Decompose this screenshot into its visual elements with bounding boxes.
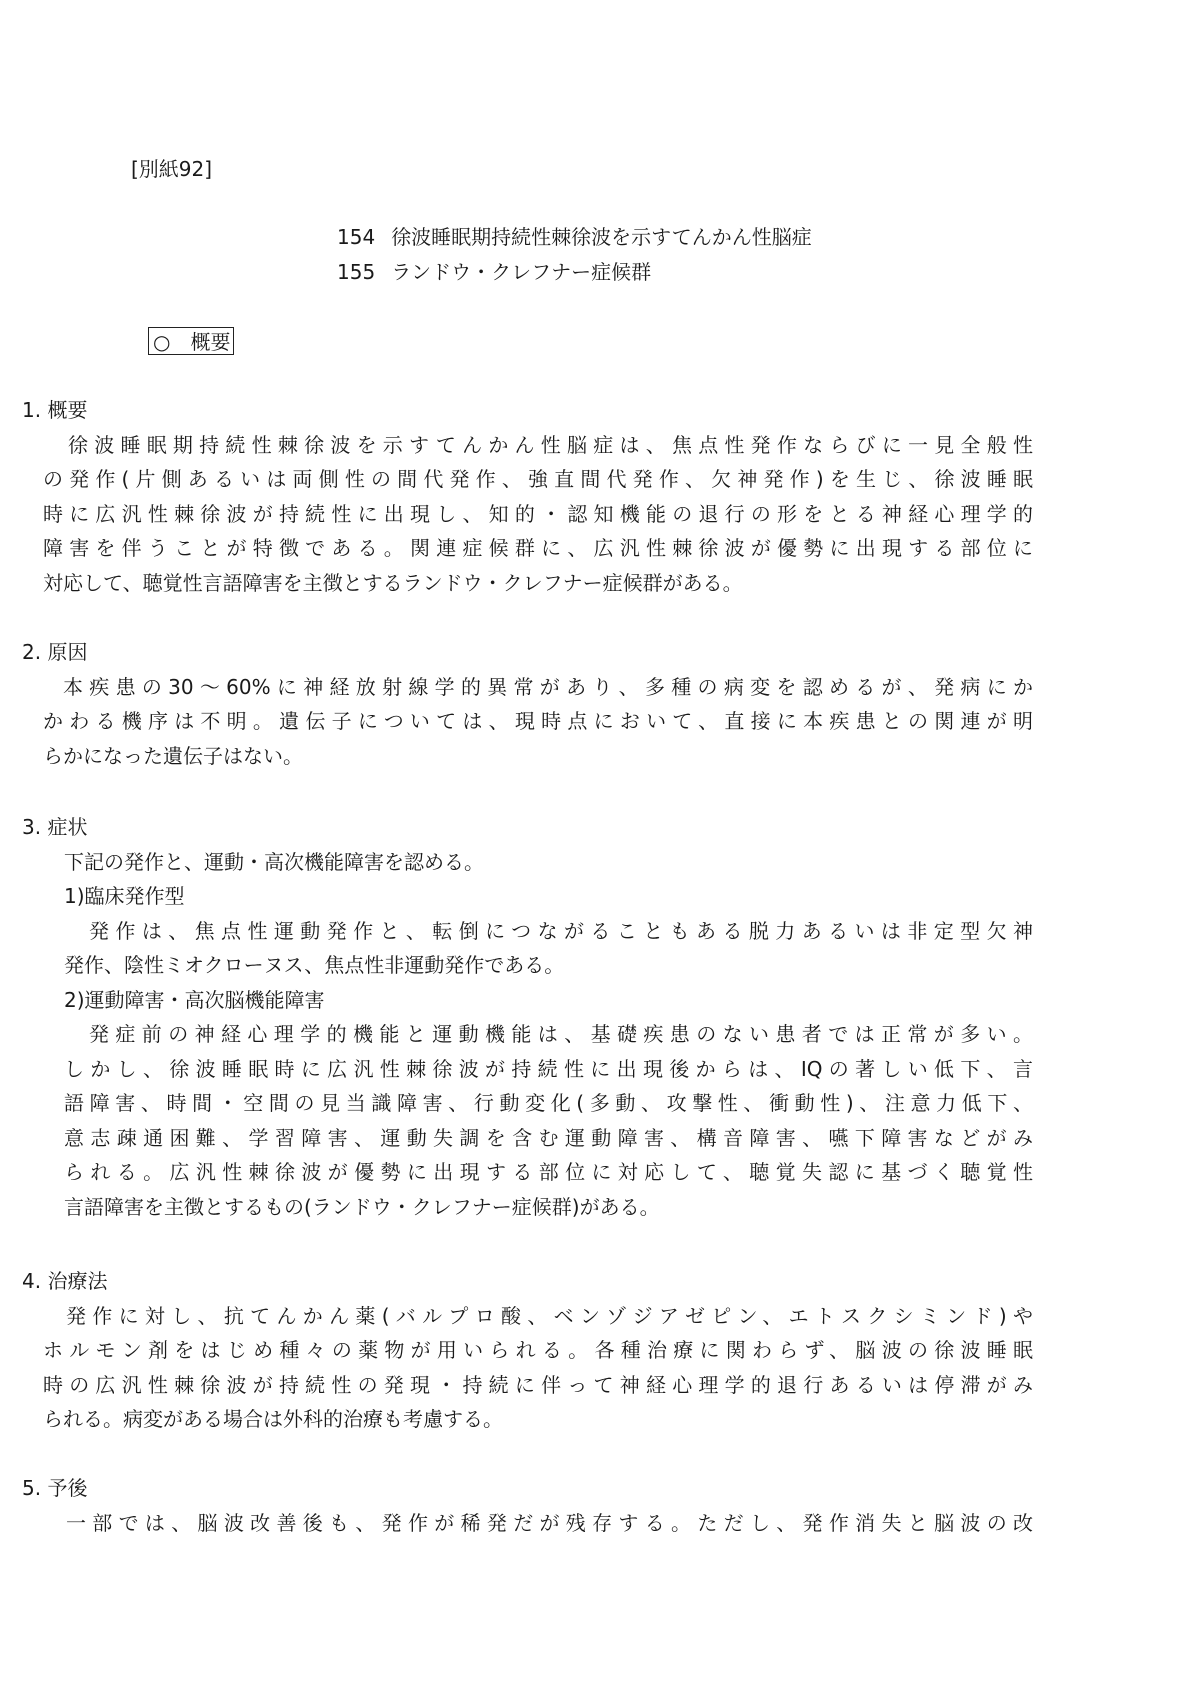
paragraph-line: 言語障害を主徴とするもの(ランドウ・クレフナー症候群)がある。 [64, 1194, 660, 1219]
section-heading: 5. 予後 [22, 1476, 88, 1500]
title-number: 154 [337, 225, 376, 249]
title-text: 徐波睡眠期持続性棘徐波を示すてんかん性脳症 [391, 225, 812, 249]
paragraph-line: しかし、徐波睡眠時に広汎性棘徐波が持続性に出現後からは、IQの著しい低下、言 [64, 1056, 1033, 1081]
paragraph-line: られる。病変がある場合は外科的治療も考慮する。 [43, 1407, 503, 1431]
subsection-heading: 1)臨床発作型 [64, 884, 185, 908]
section-symptoms [0, 810, 1181, 1224]
title-155 [337, 256, 651, 285]
paragraph-line: かわる機序は不明。遺伝子については、現時点において、直接に本疾患との関連が明 [43, 709, 1033, 733]
paragraph-line: 発症前の神経心理学的機能と運動機能は、基礎疾患のない患者では正常が多い。 [89, 1022, 1033, 1046]
section-prognosis [0, 1471, 1181, 1540]
section-heading: 2. 原因 [22, 640, 88, 664]
title-154 [337, 221, 812, 250]
paragraph-line: 対応して、聴覚性言語障害を主徴とするランドウ・クレフナー症候群がある。 [43, 570, 743, 595]
section-intro: 下記の発作と、運動・高次機能障害を認める。 [64, 849, 484, 874]
annex-label: [別紙92] [131, 157, 213, 181]
paragraph-line: らかになった遺伝子はない。 [43, 743, 303, 768]
paragraph-line: 一部では、脳波改善後も、発作が稀発だが残存する。ただし、発作消失と脳波の改 [66, 1510, 1033, 1535]
paragraph-line: の発作(片側あるいは両側性の間代発作、強直間代発作、欠神発作)を生じ、徐波睡眠 [43, 467, 1033, 491]
paragraph-line: 意志疎通困難、学習障害、運動失調を含む運動障害、構音障害、嚥下障害などがみ [64, 1125, 1033, 1150]
paragraph-line: ホルモン剤をはじめ種々の薬物が用いられる。各種治療に関わらず、脳波の徐波睡眠 [43, 1338, 1033, 1362]
section-treatment [0, 1264, 1181, 1437]
paragraph-line: 発作は、焦点性運動発作と、転倒につながることもある脱力あるいは非定型欠神 [89, 918, 1033, 943]
paragraph-line: 徐波睡眠期持続性棘徐波を示すてんかん性脳症は、焦点性発作ならびに一見全般性 [68, 432, 1033, 457]
section-overview [0, 393, 1181, 600]
section-cause [0, 635, 1181, 773]
paragraph-line: 時の広汎性棘徐波が持続性の発現・持続に伴って神経心理学的退行あるいは停滞がみ [43, 1372, 1033, 1397]
paragraph-line: られる。広汎性棘徐波が優勢に出現する部位に対応して、聴覚失認に基づく聴覚性 [64, 1160, 1033, 1184]
section-heading: 4. 治療法 [22, 1269, 108, 1293]
paragraph-line: 障害を伴うことが特徴である。関連症候群に、広汎性棘徐波が優勢に出現する部位に [43, 536, 1033, 560]
paragraph-line: 発作、陰性ミオクローヌス、焦点性非運動発作である。 [64, 953, 565, 977]
paragraph-line: 発作に対し、抗てんかん薬(バルプロ酸、ベンゾジアゼピン、エトスクシミンド)や [66, 1303, 1033, 1328]
section-heading: 3. 症状 [22, 815, 88, 839]
paragraph-line: 語障害、時間・空間の見当識障害、行動変化(多動、攻撃性、衝動性)、注意力低下、 [64, 1091, 1033, 1115]
overview-box-heading: ○ 概要 [148, 327, 234, 355]
title-text: ランドウ・クレフナー症候群 [391, 260, 652, 284]
paragraph-line: 時に広汎性棘徐波が持続性に出現し、知的・認知機能の退行の形をとる神経心理学的 [43, 501, 1033, 526]
section-heading: 1. 概要 [22, 398, 88, 422]
subsection-heading: 2)運動障害・高次脳機能障害 [64, 987, 325, 1012]
title-number: 155 [337, 260, 376, 284]
paragraph-line: 本疾患の30～60%に神経放射線学的異常があり、多種の病変を認めるが、発病にか [63, 674, 1033, 699]
